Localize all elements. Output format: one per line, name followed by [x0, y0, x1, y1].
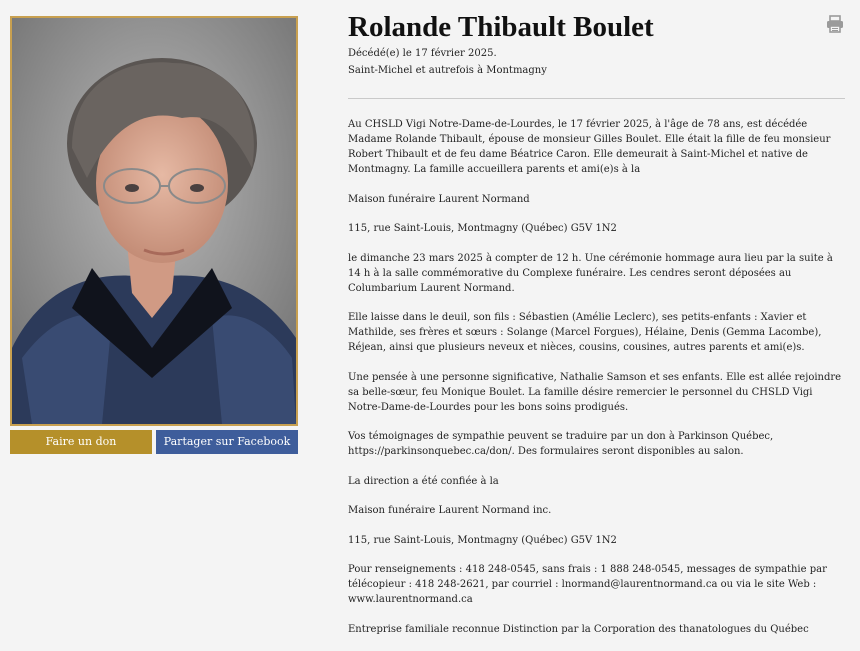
paragraph: 115, rue Saint-Louis, Montmagny (Québec) G5V 1N2 — [348, 223, 617, 234]
death-date: Décédé(e) le 17 février 2025. — [348, 48, 497, 59]
paragraph: Entreprise familiale reconnue Distinction par la Corporation des thanatologues du Québec — [348, 623, 809, 635]
portrait-image — [12, 18, 296, 424]
paragraph: Vos témoignages de sympathie peuvent se traduire par un don à Parkinson Québec, https://parkinsonquebec.ca/don/. Des formulaires seront disponibles au salon. — [348, 431, 774, 457]
paragraph: Maison funéraire Laurent Normand — [348, 193, 530, 205]
printer-icon[interactable] — [825, 14, 845, 34]
deceased-name: Rolande Thibault Boulet — [348, 11, 654, 43]
paragraph: Elle laisse dans le deuil, son fils : Sébastien (Amélie Leclerc), ses petits-enfants : Xavier et Mathilde, ses frères et sœurs : Solange (Marcel Forgues), Hélaine, Denis (Gemma Lacombe), Réjean, ainsi que plusieurs neveux et nièces, cousins, cousines, autres parents et ami(e)s. — [348, 312, 822, 353]
paragraph: Au CHSLD Vigi Notre-Dame-de-Lourdes, le 17 février 2025, à l'âge de 78 ans, est décédée Madame Rolande Thibault, épouse de monsieur Gilles Boulet. Elle était la fille de feu monsieur Robert Thibault et de feu dame Béatrice Caron. Elle demeurait à Saint-Michel et native de Montmagny. La famille accueillera parents et ami(e)s à la — [348, 119, 831, 175]
share-facebook-button[interactable]: Partager sur Facebook — [156, 430, 298, 454]
divider — [348, 98, 845, 99]
donate-button[interactable]: Faire un don — [10, 430, 152, 454]
portrait-photo — [10, 16, 298, 426]
location: Saint-Michel et autrefois à Montmagny — [348, 65, 547, 76]
paragraph: Maison funéraire Laurent Normand inc. — [348, 505, 552, 516]
photo-column — [10, 16, 298, 454]
obituary-text — [348, 117, 845, 637]
paragraph: Une pensée à une personne significative, Nathalie Samson et ses enfants. Elle est allée rejoindre sa belle-sœur, feu Monique Boulet. La famille désire remercier le personnel du CHSLD Vigi Notre-Dame-de-Lourdes pour les bons soins prodigués. — [348, 371, 842, 413]
paragraph: Pour renseignements : 418 248-0545, sans frais : 1 888 248-0545, messages de sympathie par télécopieur : 418 248-2621, par courriel : lnormand@laurentnormand.ca ou via le site Web : www.laurentnormand.ca — [348, 564, 827, 605]
paragraph: La direction a été confiée à la — [348, 475, 499, 487]
paragraph: le dimanche 23 mars 2025 à compter de 12 h. Une cérémonie hommage aura lieu par la suite à 14 h à la salle commémorative du Complexe funéraire. Les cendres seront déposées au Columbarium Laurent Normand. — [348, 252, 833, 294]
action-buttons — [10, 430, 298, 454]
paragraph: 115, rue Saint-Louis, Montmagny (Québec) G5V 1N2 — [348, 534, 617, 546]
obituary-content — [348, 10, 845, 651]
